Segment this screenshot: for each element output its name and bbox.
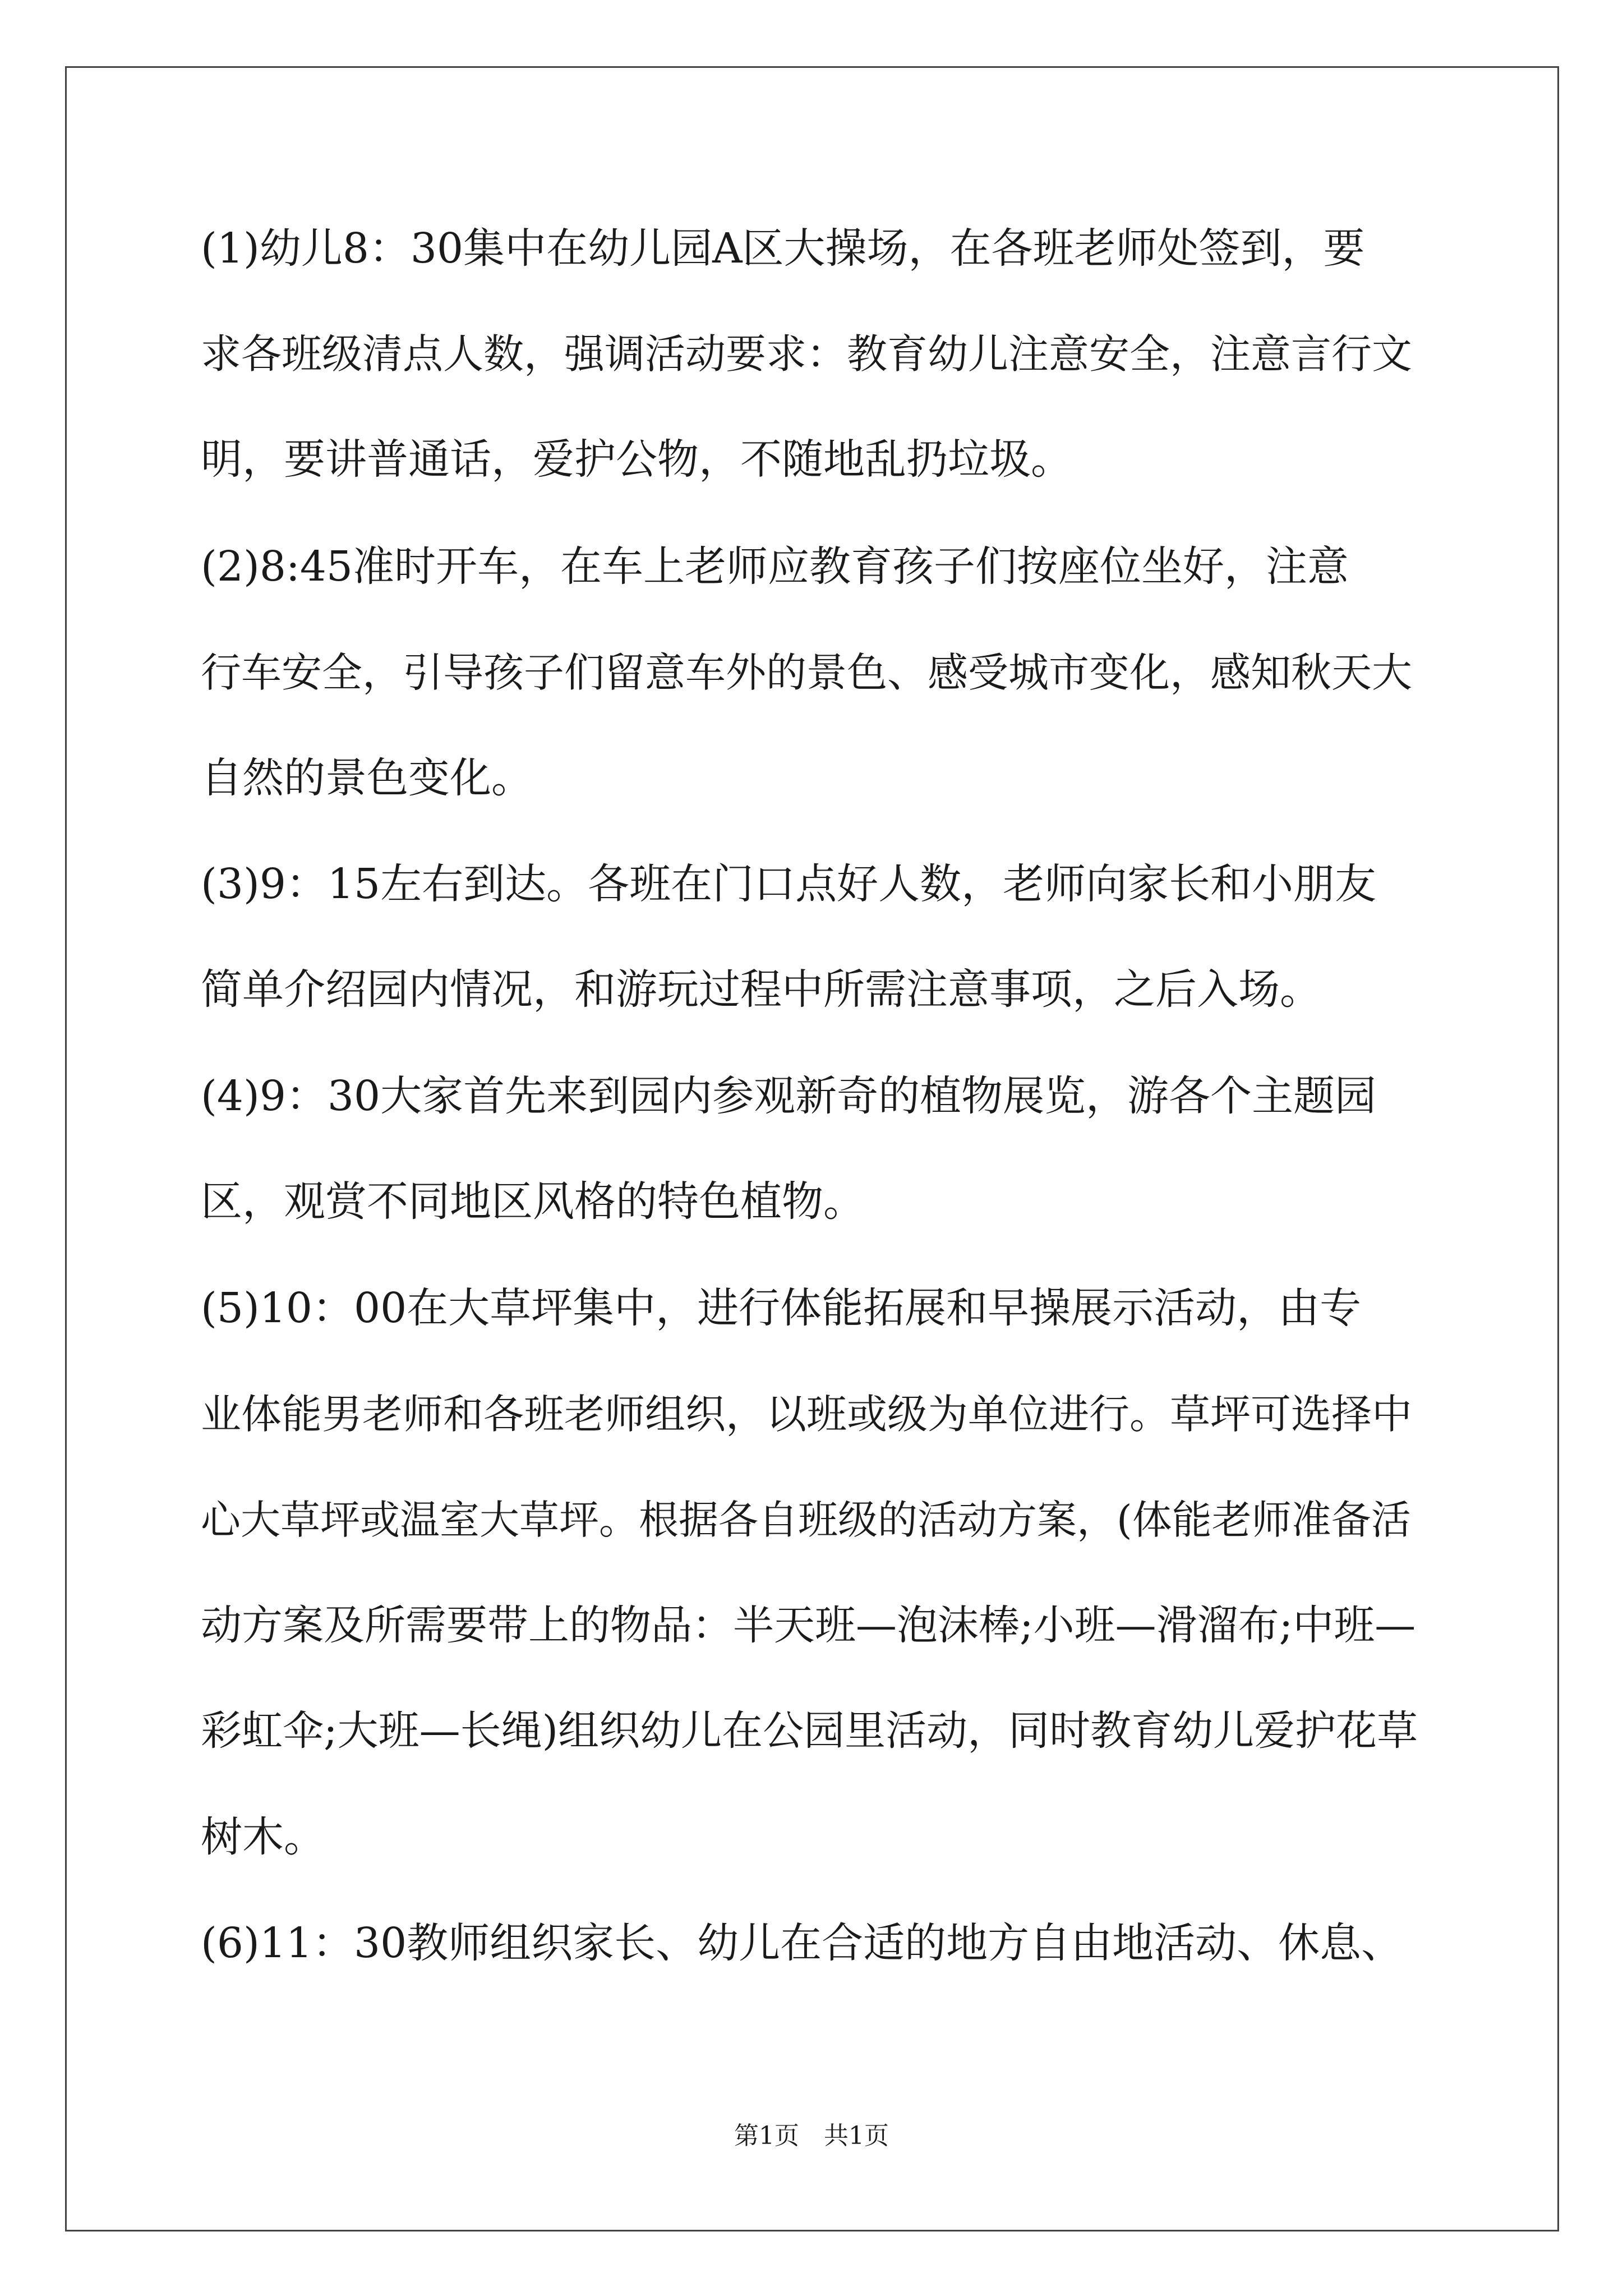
text-line: (4)9：30大家首先来到园内参观新奇的植物展览，游各个主题园 xyxy=(201,1072,1377,1120)
text-line: 简单介绍园内情况，和游玩过程中所需注意事项，之后入场。 xyxy=(201,965,1321,1014)
text-line: (5)10：00在大草坪集中，进行体能拓展和早操展示活动，由专 xyxy=(201,1284,1362,1332)
text-line: 行车安全，引导孩子们留意车外的景色、感受城市变化，感知秋天大 xyxy=(201,649,1413,696)
text-line: 心大草坪或温室大草坪。根据各自班级的活动方案，(体能老师准备活 xyxy=(201,1497,1411,1543)
page-number-footer: 第1页 共1页 xyxy=(734,2122,889,2150)
text-line: 区，观赏不同地区风格的特色植物。 xyxy=(201,1177,865,1226)
text-line: 动方案及所需要带上的物品：半天班—泡沫棒;小班—滑溜布;中班— xyxy=(201,1602,1416,1649)
text-line: 业体能男老师和各班老师组织，以班或级为单位进行。草坪可选择中 xyxy=(201,1391,1413,1438)
text-line: 树木。 xyxy=(201,1813,325,1861)
text-line: (6)11：30教师组织家长、幼儿在合适的地方自由地活动、休息、 xyxy=(201,1919,1403,1967)
text-line: 明，要讲普通话，爱护公物，不随地乱扔垃圾。 xyxy=(201,435,1072,484)
text-line: 求各班级清点人数，强调活动要求：教育幼儿注意安全，注意言行文 xyxy=(201,330,1413,378)
text-line: 自然的景色变化。 xyxy=(201,754,533,802)
text-line: (1)幼儿8：30集中在幼儿园A区大操场，在各班老师处签到，要 xyxy=(201,224,1365,273)
text-line: (3)9：15左右到达。各班在门口点好人数，老师向家长和小朋友 xyxy=(201,860,1377,908)
text-line: (2)8:45准时开车，在车上老师应教育孩子们按座位坐好，注意 xyxy=(201,542,1349,591)
text-line: 彩虹伞;大班—长绳)组织幼儿在公园里活动，同时教育幼儿爱护花草 xyxy=(201,1707,1418,1755)
